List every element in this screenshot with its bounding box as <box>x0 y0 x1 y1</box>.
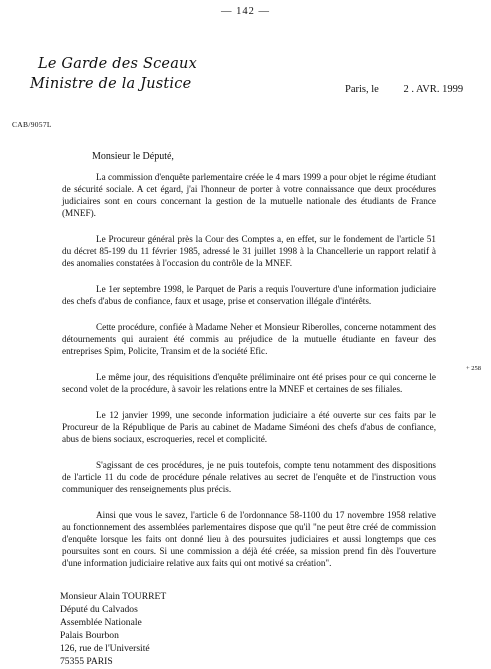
paragraph: Le même jour, des réquisitions d'enquête préliminaire ont été prises pour ce qui concerne le second volet de la procédure, à savoir les relations entre la MNEF et certaines de ses filiales. <box>62 372 436 394</box>
place-date <box>345 84 463 95</box>
address-line: Monsieur Alain TOURRET <box>60 591 167 602</box>
recipient-address <box>60 590 166 668</box>
page-number: — 142 — <box>221 6 270 17</box>
paragraph: Cette procédure, confiée à Madame Neher et Monsieur Riberolles, concerne notamment des détournements qui auraient été commis au préjudice de la mutuelle étudiante en faveur des entreprises Spim, Policite, Transim et de la société Efic. <box>62 322 436 356</box>
paragraph: Le Procureur général près la Cour des Comptes a, en effet, sur le fondement de l'article 51 du décret 85-199 du 11 février 1985, adressé le 31 juillet 1998 à la Chancellerie un rapport relatif à des anomalies constatées à l'occasion du contrôle de la MNEF. <box>62 234 436 268</box>
body <box>62 171 436 569</box>
paragraph: Le 1er septembre 1998, le Parquet de Paris a requis l'ouverture d'une information judiciaire des chefs d'abus de confiance, faux et usage, prise et conservation illégale d'intérêts. <box>62 284 436 306</box>
address-line: Assemblée Nationale <box>60 617 142 628</box>
paragraph: Le 12 janvier 1999, une seconde information judiciaire a été ouverte sur ces faits par le Procureur de la République de Paris au cabinet de Madame Siméoni des chefs d'abus de confiance, abus de biens sociaux, escroqueries, recel et complicité. <box>62 410 436 444</box>
address-line: 75355 PARIS <box>60 656 113 667</box>
address-line: 126, rue de l'Université <box>60 643 150 654</box>
date: 2 . AVR. 1999 <box>403 84 464 95</box>
address-line: Député du Calvados <box>60 604 138 615</box>
paragraph: S'agissant de ces procédures, je ne puis toutefois, compte tenu notamment des dispositions de l'article 11 du code de procédure pénale relatives au secret de l'enquête et de l'instruction vous communiquer des renseignements plus précis. <box>62 460 436 494</box>
paragraph: Ainsi que vous le savez, l'article 6 de l'ordonnance 58-1100 du 17 novembre 1958 relative au fonctionnement des assemblées parlementaires dispose que qu'il "ne peut être créé de commission d'enquête lorsque les faits ont donné lieu à des poursuites judiciaires et aussi longtemps que ces poursuites sont en cours. Si une commission a déjà été créée, sa mission prend fin dès l'ouverture d'une information judiciaire relative aux faits qui ont motivé sa création". <box>62 510 436 568</box>
place: Paris, le <box>345 84 379 95</box>
reference: CAB/9057L <box>12 120 52 129</box>
margin-mark: + 258 <box>466 365 482 372</box>
paragraph: La commission d'enquête parlementaire créée le 4 mars 1999 a pour objet le régime étudiant de sécurité sociale. A cet égard, j'ai l'honneur de porter à votre connaissance que deux procédures judiciaires sont en cours concernant la gestion de la mutuelle nationale des étudiants de France (MNEF). <box>62 172 436 218</box>
letterhead <box>30 56 197 92</box>
letterhead-title: Le Garde des Sceaux <box>38 56 197 72</box>
salutation: Monsieur le Député, <box>92 151 174 162</box>
address-line: Palais Bourbon <box>60 630 119 641</box>
letterhead-subtitle: Ministre de la Justice <box>30 76 192 92</box>
